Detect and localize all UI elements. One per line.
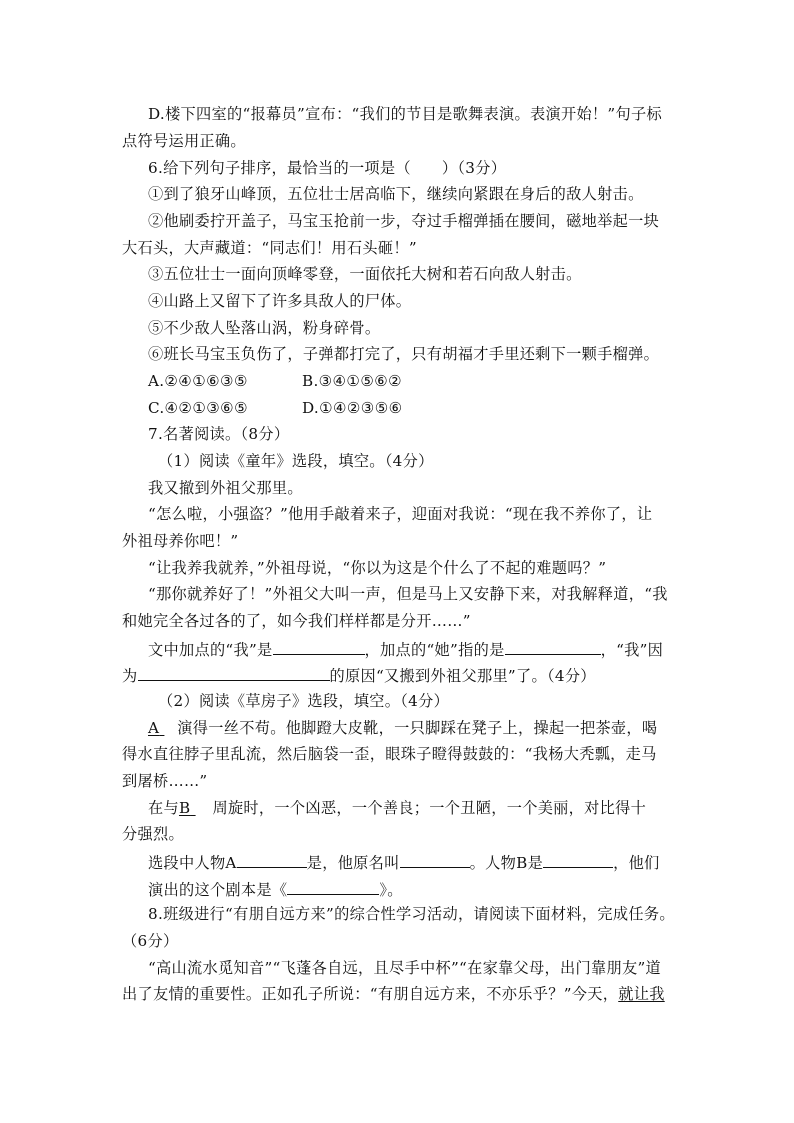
q6-sentence-1: ①到了狼牙山峰顶，五位壮士居高临下，继续向紧跟在身后的敌人射击。 xyxy=(148,185,644,203)
q8-stem-line1: 8.班级进行“有朋自远方来”的综合性学习活动，请阅读下面材料，完成任务。 xyxy=(148,905,675,923)
q6-option-a: A.②④①⑥③⑤ xyxy=(148,372,248,390)
q7-part1-stem: （1）阅读《童年》选段，填空。（4分） xyxy=(158,452,434,470)
q8-stem-line2: （6分） xyxy=(122,932,179,950)
q7-part2-question-line1 xyxy=(148,851,660,873)
q7-part1-question-c: ，“我”因 xyxy=(600,641,664,659)
q7-part1-question-e: 的原因“又搬到外祖父那里”了。（4分） xyxy=(329,667,596,685)
q6-option-b: B.③④①⑤⑥② xyxy=(302,372,403,390)
q7-part1-question-a: 文中加点的“我”是 xyxy=(148,641,273,659)
answer-blank-6[interactable] xyxy=(543,851,613,868)
q6-sentence-4: ④山路上又留下了许多具敌人的尸体。 xyxy=(148,292,412,310)
q7-part2-text1: 演得一丝不苟。他脚蹬大皮靴，一只脚踩在凳子上，操起一把茶壶，喝 xyxy=(177,719,658,737)
b-mark-underline xyxy=(190,798,212,818)
answer-blank-7[interactable] xyxy=(287,878,379,895)
q6-option-c: C.④②①③⑥⑤ xyxy=(148,399,248,417)
a-mark-underline xyxy=(159,718,177,738)
d-option-line1: D.楼下四室的“报幕员”宣布：“我们的节目是歌舞表演。表演开始！”句子标 xyxy=(148,105,662,123)
q7-part2-line2a xyxy=(148,798,646,818)
q6-sentence-2a: ②他刷委拧开盖子，马宝玉抢前一步，夺过手榴弹插在腰间，磁地举起一块 xyxy=(148,212,660,230)
q7-part2-question-b: 是，他原名叫 xyxy=(306,854,400,872)
q7-stem: 7.名著阅读。（8分） xyxy=(148,425,290,443)
answer-blank-1[interactable] xyxy=(273,638,365,655)
q6-sentence-3: ③五位壮士一面向顶峰零登，一面依托大树和若石向敌人射击。 xyxy=(148,265,582,283)
q7-part2-text2: 周旋时，一个凶恶，一个善良；一个丑陋，一个美丽，对比得十 xyxy=(212,799,647,817)
q6-sentence-5: ⑤不少敌人坠落山涡，粉身碎骨。 xyxy=(148,319,381,337)
q7-part2-question-line2 xyxy=(148,878,403,900)
q7-part2-line1b: 得水直往脖子里乱流，然后脑袋一歪，眼珠子瞪得鼓鼓的：“我杨大秃瓢，走马 xyxy=(122,745,657,763)
q7-part2-a-mark: A xyxy=(148,719,160,737)
q7-part1-question-line2 xyxy=(122,664,596,686)
q7-part2-question-f: 》。 xyxy=(379,881,403,899)
q7-part1-question-line1 xyxy=(148,638,663,660)
q7-part2-line1a xyxy=(148,718,657,738)
q7-part2-stem: （2）阅读《草房子》选段，填空。（4分） xyxy=(158,692,450,710)
q8-para-line2 xyxy=(122,984,665,1004)
q8-para-line1: “高山流水觅知音”“飞蓬各自远，且尽手中杯”“在家靠父母，出门靠朋友”道 xyxy=(148,959,662,977)
q7-part1-line2b: 外祖母养你吧！” xyxy=(122,532,239,550)
q7-part1-line4b: 和她完全各过各的了，如今我们样样都是分开……” xyxy=(122,612,471,630)
q7-part2-question-e: 演出的这个剧本是《 xyxy=(148,881,288,899)
q7-part2-question-c: 。人物B是 xyxy=(469,854,544,872)
q7-part1-line1: 我又撤到外祖父那里。 xyxy=(148,479,303,497)
q7-part1-question-b: ，加点的“她”指的是 xyxy=(364,641,505,659)
answer-blank-4[interactable] xyxy=(237,851,307,868)
answer-blank-5[interactable] xyxy=(400,851,470,868)
answer-blank-3[interactable] xyxy=(138,664,330,681)
d-option-line2: 点符号运用正确。 xyxy=(122,132,246,150)
q8-underlined-phrase: 就让我 xyxy=(618,985,665,1003)
q8-para-text: 出了友情的重要性。正如孔子所说：“有朋自远方来，不亦乐乎？”今天， xyxy=(122,985,619,1003)
q6-stem: 6.给下列句子排序，最恰当的一项是（ ）（3分） xyxy=(148,159,507,177)
q7-part2-b-mark: B xyxy=(178,799,191,817)
q7-part1-question-d: 为 xyxy=(122,667,138,685)
q6-options-row1 xyxy=(148,371,402,391)
q7-part2-question-a: 选段中人物A xyxy=(148,854,237,872)
q6-sentence-2b: 大石头，大声藏道：“同志们！用石头砸！” xyxy=(122,239,417,257)
q7-part1-line4a: “那你就养好了！”外祖父大叫一声，但是马上又安静下来，对我解释道，“我 xyxy=(148,585,668,603)
q7-part2-pre: 在与 xyxy=(148,799,179,817)
answer-blank-2[interactable] xyxy=(505,638,601,655)
q7-part1-line3: “让我养我就养，”外祖母说，“你以为这是个什么了不起的难题吗？” xyxy=(148,559,607,577)
q6-option-d: D.①④②③⑤⑥ xyxy=(302,399,403,417)
q6-options-row2 xyxy=(148,398,403,418)
q6-sentence-6: ⑥班长马宝玉负伤了，子弹都打完了，只有胡福才手里还剩下一颗手榴弹。 xyxy=(148,345,660,363)
q7-part2-question-d: ，他们 xyxy=(613,854,660,872)
q7-part2-line2b: 分强烈。 xyxy=(122,825,184,843)
q7-part2-line1c: 到屠桥……” xyxy=(122,772,208,790)
q7-part1-line2a: “怎么啦，小强盗？”他用手敲着来子，迎面对我说：“现在我不养你了，让 xyxy=(148,505,653,523)
